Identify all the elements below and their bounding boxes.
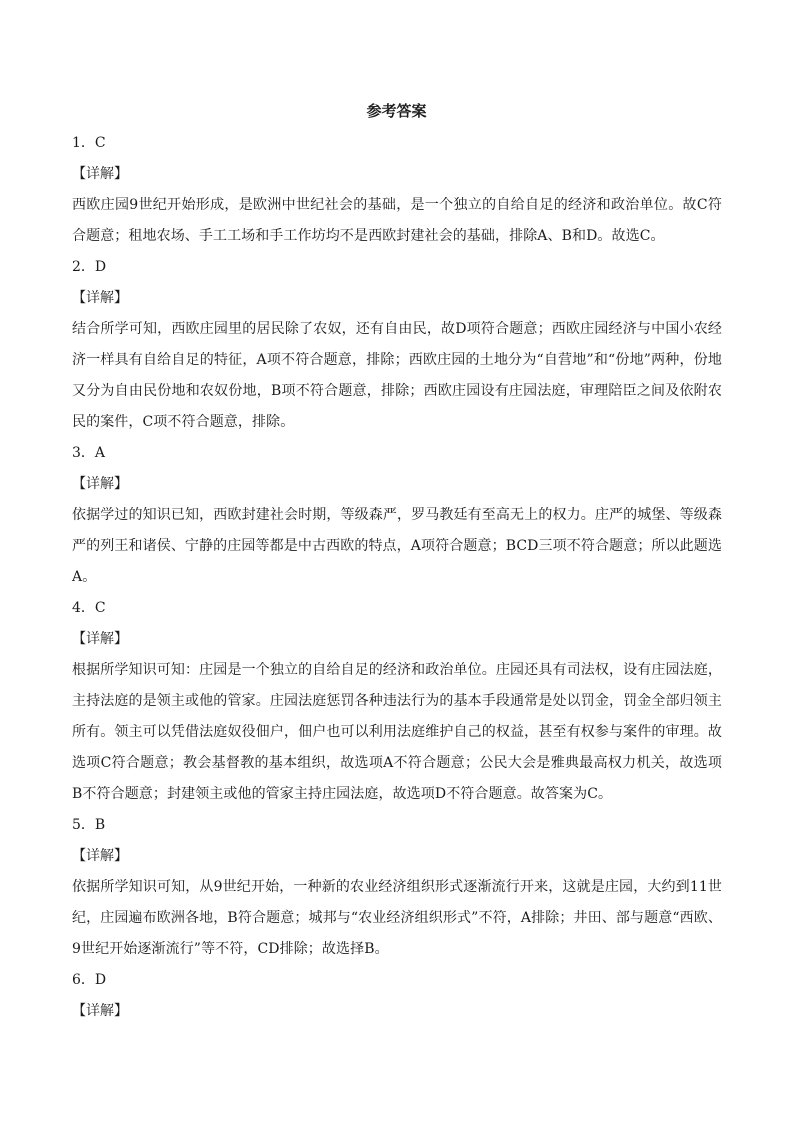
answer-item-3 (72, 438, 722, 593)
detail-text: 依据学过的知识已知，西欧封建社会时期，等级森严，罗马教廷有至高无上的权力。庄严的城堡、等级森严的列王和诸侯、宁静的庄园等都是中古西欧的特点，A项符合题意；BCD三项不符合题意；所以此题选A。 (72, 507, 722, 585)
answer-number: 4．C (72, 600, 106, 616)
answer-number: 6．D (72, 972, 107, 988)
detail-label: 【详解】 (72, 476, 128, 492)
answer-item-5 (72, 810, 722, 965)
answers-list (72, 128, 722, 1027)
detail-label: 【详解】 (72, 166, 128, 182)
answer-number: 3．A (72, 445, 106, 461)
answer-item-2 (72, 252, 722, 438)
detail-label: 【详解】 (72, 1003, 128, 1019)
answer-item-4 (72, 593, 722, 810)
answer-number: 5．B (72, 817, 106, 833)
page-title: 参考答案 (366, 102, 427, 120)
detail-text: 西欧庄园9世纪开始形成，是欧洲中世纪社会的基础，是一个独立的自给自足的经济和政治单位。故C符合题意；租地农场、手工工场和手工作坊均不是西欧封建社会的基础，排除A、B和D。故选C。 (72, 197, 722, 244)
answer-item-6 (72, 965, 722, 1027)
detail-text: 根据所学知识可知：庄园是一个独立的自给自足的经济和政治单位。庄园还具有司法权，设有庄园法庭，主持法庭的是领主或他的管家。庄园法庭惩罚各种违法行为的基本手段通常是处以罚金，罚金全部归领主所有。领主可以凭借法庭奴役佃户，佃户也可以利用法庭维护自己的权益，甚至有权参与案件的审理。故选项C符合题意；教会基督教的基本组织，故选项A不符合题意；公民大会是雅典最高权力机关，故选项B不符合题意；封建领主或他的管家主持庄园法庭，故选项D不符合题意。故答案为C。 (72, 662, 722, 802)
detail-label: 【详解】 (72, 290, 128, 306)
answer-number: 2．D (72, 259, 107, 275)
detail-label: 【详解】 (72, 631, 128, 647)
answer-item-1 (72, 128, 722, 252)
answer-number: 1．C (72, 135, 106, 151)
detail-text: 依据所学知识可知，从9世纪开始，一种新的农业经济组织形式逐渐流行开来，这就是庄园，大约到11世纪，庄园遍布欧洲各地，B符合题意；城邦与“农业经济组织形式”不符，A排除；井田、部与题意“西欧、9世纪开始逐渐流行”等不符，CD排除；故选择B。 (72, 879, 722, 957)
detail-text: 结合所学可知，西欧庄园里的居民除了农奴，还有自由民，故D项符合题意；西欧庄园经济与中国小农经济一样具有自给自足的特征，A项不符合题意，排除；西欧庄园的土地分为“自营地”和“份地”两种，份地又分为自由民份地和农奴份地，B项不符合题意，排除；西欧庄园设有庄园法庭，审理陪臣之间及依附农民的案件，C项不符合题意，排除。 (72, 321, 722, 430)
detail-label: 【详解】 (72, 848, 128, 864)
